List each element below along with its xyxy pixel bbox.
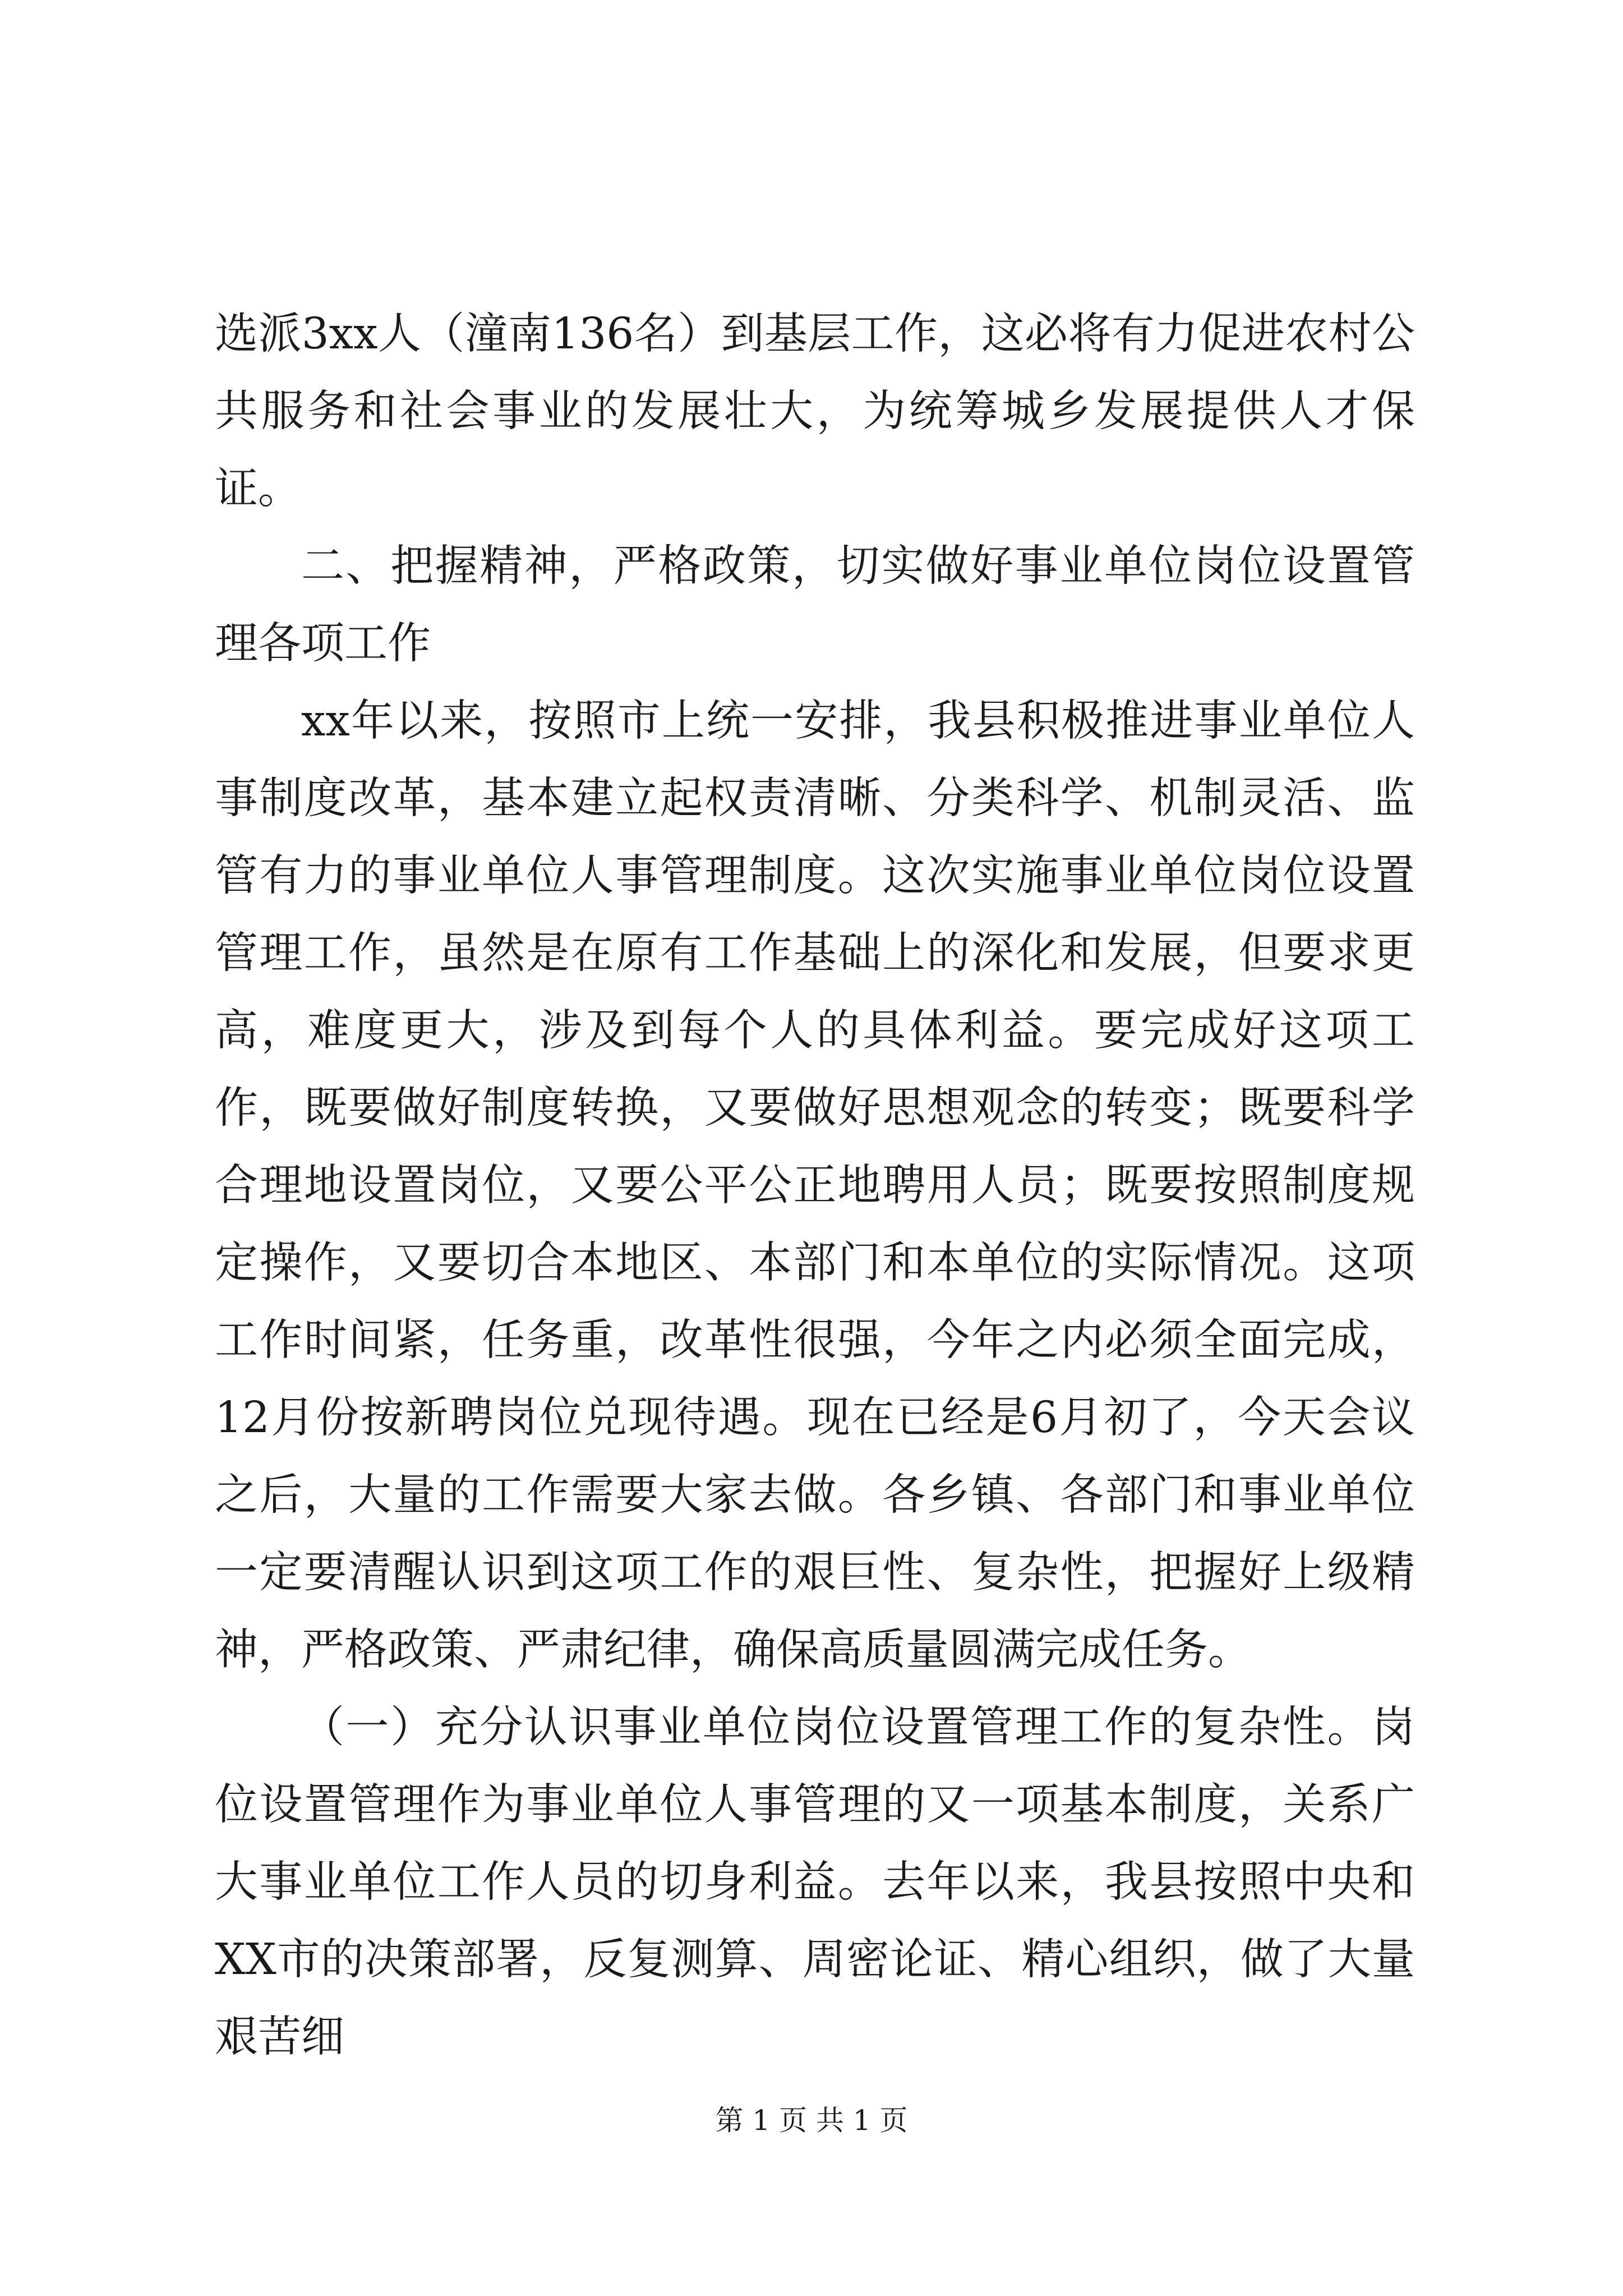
paragraph-continuation: 选派3xx人（潼南136名）到基层工作，这必将有力促进农村公共服务和社会事业的发展壮大，为统筹城乡发展提供人才保证。 [215, 309, 1415, 514]
page-number-footer: 第 1 页 共 1 页 [715, 2104, 908, 2137]
document-body [215, 296, 1415, 2076]
paragraph-body: xx年以来，按照市上统一安排，我县积极推进事业单位人事制度改革，基本建立起权责清晰、分类科学、机制灵活、监管有力的事业单位人事管理制度。这次实施事业单位岗位设置管理工作，虽然是在原有工作基础上的深化和发展，但要求更高，难度更大，涉及到每个人的具体利益。要完成好这项工作，既要做好制度转换，又要做好思想观念的转变；既要科学合理地设置岗位，又要公平公正地聘用人员；既要按照制度规定操作，又要切合本地区、本部门和本单位的实际情况。这项工作时间紧，任务重，改革性很强，今年之内必须全面完成，12月份按新聘岗位兑现待遇。现在已经是6月初了，今天会议之后，大量的工作需要大家去做。各乡镇、各部门和事业单位一定要清醒认识到这项工作的艰巨性、复杂性，把握好上级精神，严格政策、严肃纪律，确保高质量圆满完成任务。 [215, 696, 1415, 1675]
section-heading: 二、把握精神，严格政策，切实做好事业单位岗位设置管理各项工作 [215, 541, 1415, 669]
paragraph-subsection-1: （一）充分认识事业单位岗位设置管理工作的复杂性。岗位设置管理作为事业单位人事管理的又一项基本制度，关系广大事业单位工作人员的切身利益。去年以来，我县按照中央和XX市的决策部署，反复测算、周密论证、精心组织，做了大量艰苦细 [215, 1703, 1415, 2062]
